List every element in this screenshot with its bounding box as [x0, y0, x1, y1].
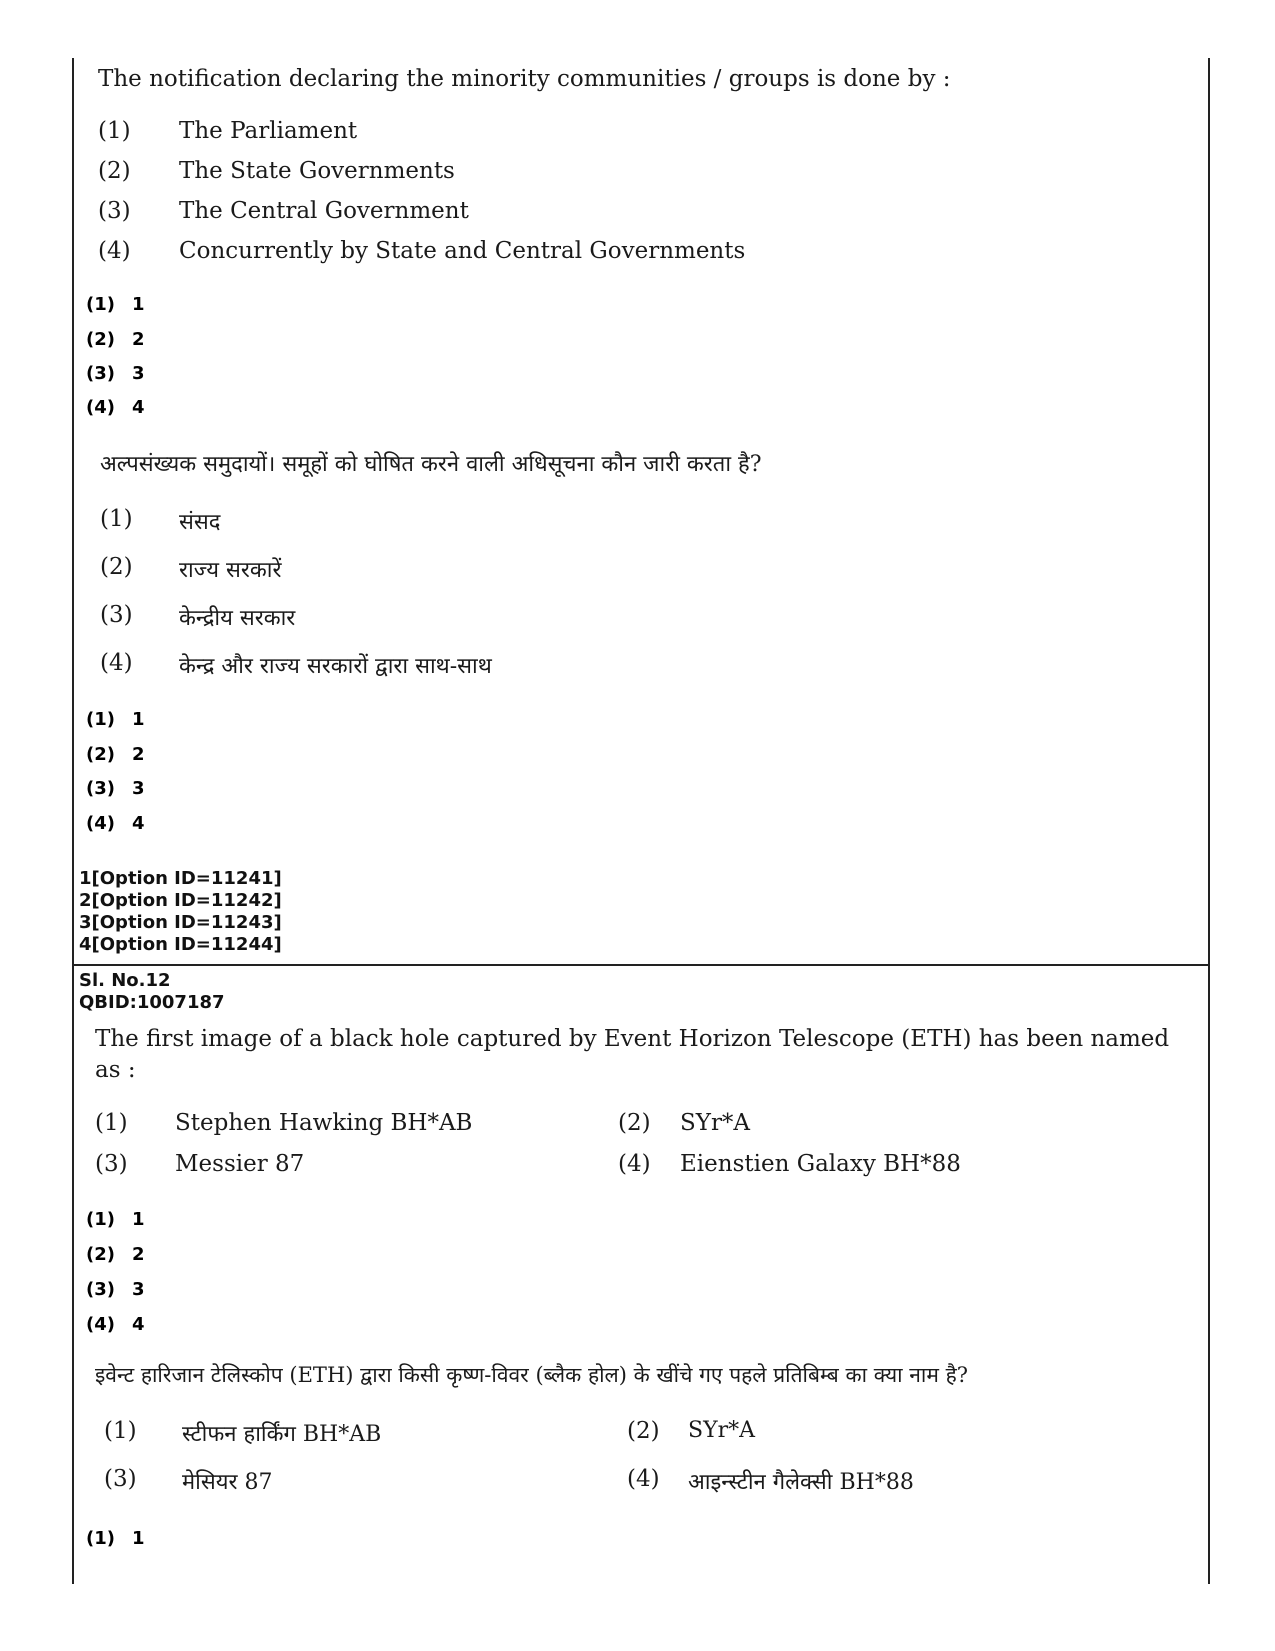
option-id-list — [79, 868, 282, 956]
answer-value: 3 — [132, 1279, 145, 1300]
answer-value: 2 — [132, 1244, 145, 1265]
answer-number: (4) — [86, 397, 115, 418]
option-text: The Central Government — [179, 198, 469, 224]
question-divider — [72, 964, 1210, 966]
option-number: (2) — [98, 158, 131, 184]
question-header — [79, 970, 225, 1014]
option-number: (4) — [100, 650, 133, 676]
question-text-english: The notification declaring the minority communities / groups is done by : — [98, 66, 951, 92]
answer-row — [86, 1209, 145, 1230]
option-text: राज्य सरकारें — [179, 558, 282, 583]
option-number: (2) — [627, 1418, 660, 1444]
option-number: (3) — [98, 198, 131, 224]
option-text: मेसियर 87 — [182, 1470, 273, 1495]
option-text: संसद — [179, 510, 221, 535]
answer-value: 1 — [132, 294, 145, 315]
option-text: आइन्स्टीन गैलेक्सी BH*88 — [688, 1470, 914, 1495]
answer-row — [86, 744, 145, 765]
answer-row — [86, 397, 145, 418]
answer-number: (1) — [86, 709, 115, 730]
option-id: 4[Option ID=11244] — [79, 934, 282, 955]
answer-value: 2 — [132, 329, 145, 350]
answer-number: (4) — [86, 1314, 115, 1335]
answer-row — [86, 709, 145, 730]
answer-number: (1) — [86, 294, 115, 315]
answer-value: 3 — [132, 778, 145, 799]
option-text: स्टीफन हार्किंग BH*AB — [182, 1422, 382, 1447]
answer-number: (3) — [86, 363, 115, 384]
answer-row — [86, 778, 145, 799]
option-number: (3) — [104, 1466, 137, 1492]
option-text: केन्द्र और राज्य सरकारों द्वारा साथ-साथ — [179, 654, 492, 679]
answer-value: 4 — [132, 1314, 145, 1335]
answer-number: (2) — [86, 744, 115, 765]
question-text-hindi: इवेन्ट हारिजान टेलिस्कोप (ETH) द्वारा किसी कृष्ण-विवर (ब्लैक होल) के खींचे गए पहले प्रतिबिम्ब का क्या नाम है? — [95, 1363, 968, 1387]
answer-value: 3 — [132, 363, 145, 384]
option-text: Stephen Hawking BH*AB — [175, 1110, 473, 1136]
option-number: (2) — [618, 1110, 651, 1136]
option-number: (1) — [104, 1418, 137, 1444]
answer-row — [86, 1314, 145, 1335]
option-number: (3) — [95, 1151, 128, 1177]
answer-value: 4 — [132, 397, 145, 418]
answer-value: 4 — [132, 813, 145, 834]
answer-number: (1) — [86, 1209, 115, 1230]
answer-row — [86, 1528, 145, 1549]
option-id: 2[Option ID=11242] — [79, 890, 282, 911]
option-text: The Parliament — [179, 118, 358, 144]
answer-number: (1) — [86, 1528, 115, 1549]
page-border-right — [1208, 58, 1210, 1584]
option-id: 3[Option ID=11243] — [79, 912, 282, 933]
option-text: The State Governments — [179, 158, 455, 184]
answer-value: 2 — [132, 744, 145, 765]
answer-row — [86, 329, 145, 350]
option-text: SYr*A — [680, 1110, 751, 1136]
answer-row — [86, 1279, 145, 1300]
option-number: (1) — [98, 118, 131, 144]
option-number: (2) — [100, 554, 133, 580]
option-text: Eienstien Galaxy BH*88 — [680, 1151, 961, 1177]
question-text-english-cont: as : — [95, 1057, 136, 1083]
option-number: (1) — [100, 506, 133, 532]
answer-number: (2) — [86, 1244, 115, 1265]
option-number: (4) — [618, 1151, 651, 1177]
option-number: (4) — [98, 238, 131, 264]
question-text-english: The first image of a black hole captured by Event Horizon Telescope (ETH) has been named — [95, 1026, 1170, 1052]
option-number: (3) — [100, 602, 133, 628]
page-border-left — [72, 58, 74, 1584]
answer-value: 1 — [132, 1528, 145, 1549]
option-text: Messier 87 — [175, 1151, 305, 1177]
answer-row — [86, 363, 145, 384]
qbid: QBID:1007187 — [79, 992, 225, 1013]
answer-row — [86, 1244, 145, 1265]
answer-number: (2) — [86, 329, 115, 350]
option-text: केन्द्रीय सरकार — [179, 606, 296, 631]
answer-number: (3) — [86, 778, 115, 799]
option-number: (4) — [627, 1466, 660, 1492]
question-text-hindi: अल्पसंख्यक समुदायों। समूहों को घोषित करने वाली अधिसूचना कौन जारी करता है? — [100, 452, 762, 477]
answer-value: 1 — [132, 1209, 145, 1230]
answer-number: (4) — [86, 813, 115, 834]
answer-row — [86, 294, 145, 315]
answer-number: (3) — [86, 1279, 115, 1300]
serial-number: Sl. No.12 — [79, 970, 171, 991]
option-text: Concurrently by State and Central Governments — [179, 238, 746, 264]
answer-value: 1 — [132, 709, 145, 730]
option-id: 1[Option ID=11241] — [79, 868, 282, 889]
option-text: SYr*A — [688, 1418, 755, 1443]
answer-row — [86, 813, 145, 834]
option-number: (1) — [95, 1110, 128, 1136]
